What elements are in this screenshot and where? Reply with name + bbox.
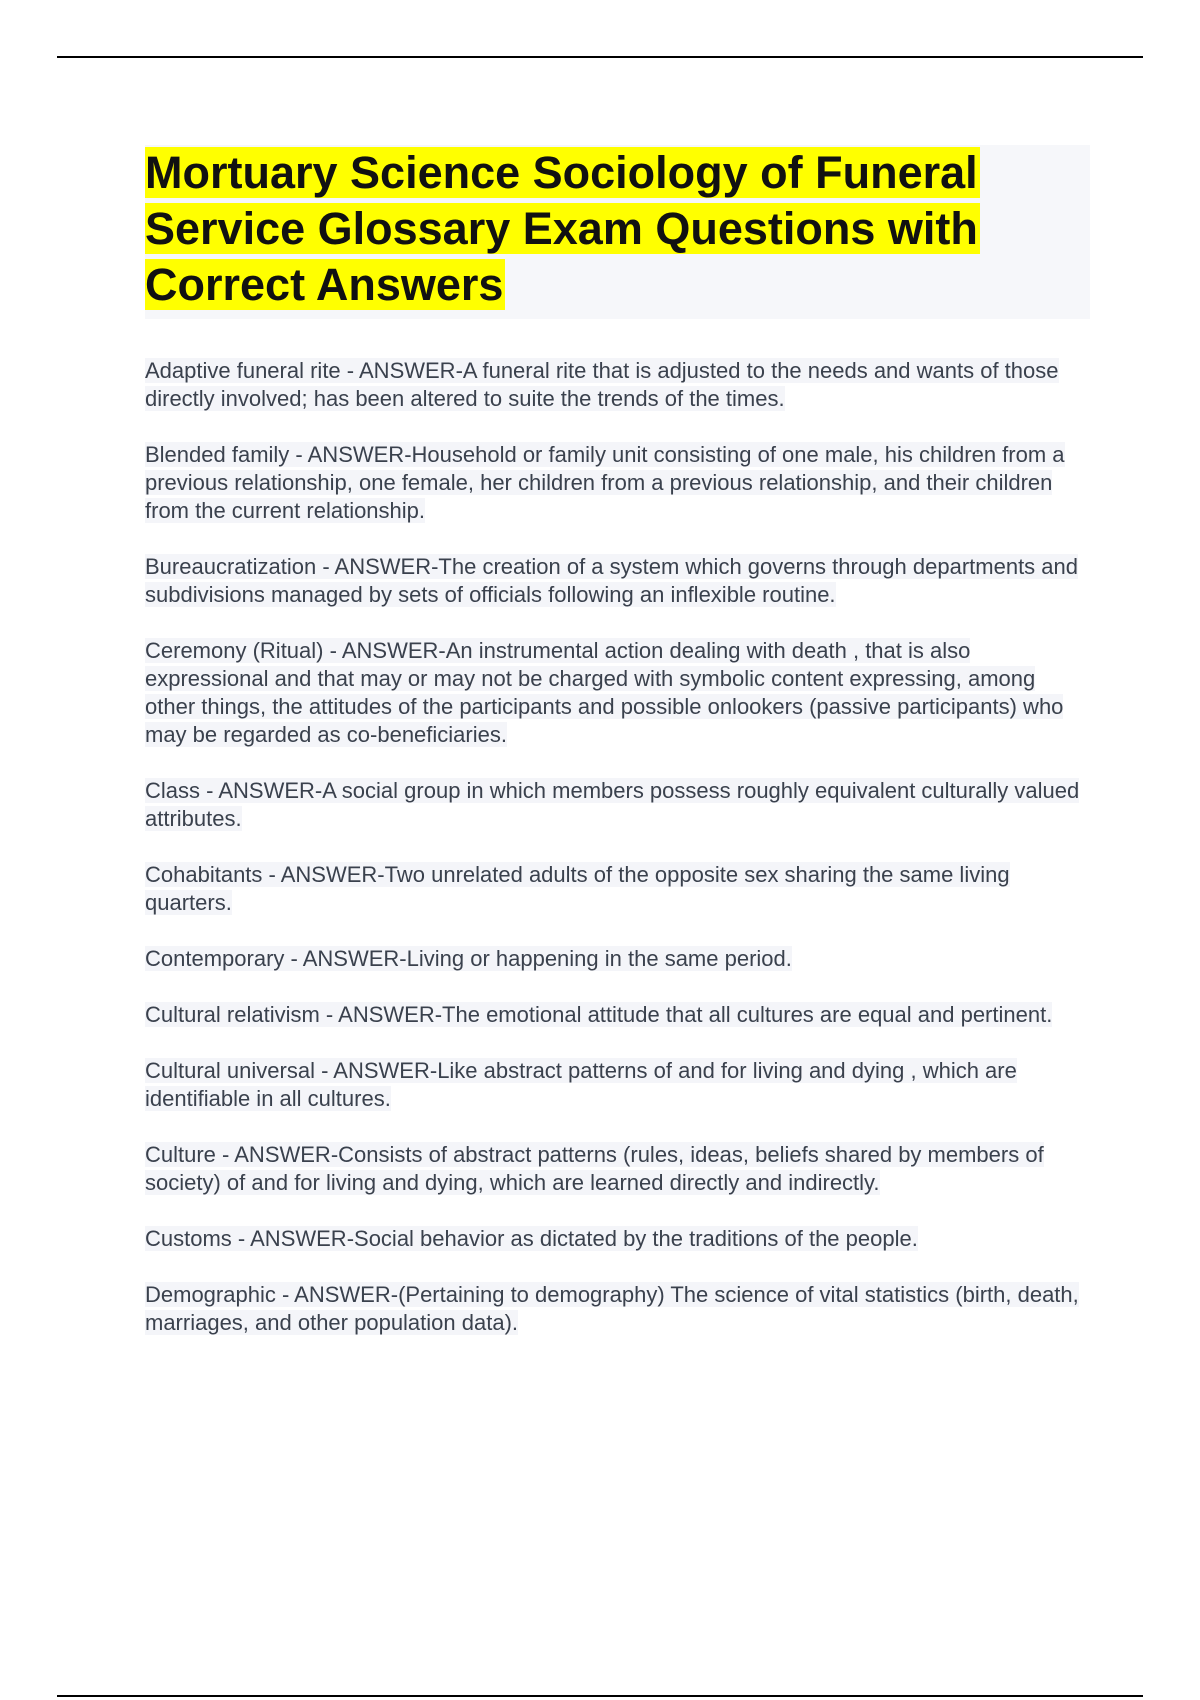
glossary-entry-text: Adaptive funeral rite - ANSWER-A funeral rite that is adjusted to the needs and wants of those directly involved; has been altered to suite the trends of the times.	[145, 358, 1059, 411]
glossary-entry-text: Blended family - ANSWER-Household or family unit consisting of one male, his children from a previous relationship, one female, her children from a previous relationship, and their children from the current relationship.	[145, 442, 1065, 523]
glossary-entry	[145, 1225, 1090, 1253]
glossary-entry	[145, 1141, 1090, 1197]
document-title	[145, 145, 1090, 313]
glossary-entry	[145, 861, 1090, 917]
document-title-text: Mortuary Science Sociology of Funeral Service Glossary Exam Questions with Correct Answers	[145, 147, 978, 310]
glossary-entry-text: Customs - ANSWER-Social behavior as dictated by the traditions of the people.	[145, 1226, 918, 1251]
glossary-entry	[145, 553, 1090, 609]
footer-rule	[57, 1695, 1143, 1697]
glossary-entry-text: Bureaucratization - ANSWER-The creation of a system which governs through departments and subdivisions managed by sets of officials following an inflexible routine.	[145, 554, 1079, 607]
glossary-entry-text: Class - ANSWER-A social group in which members possess roughly equivalent culturally valued attributes.	[145, 778, 1080, 831]
glossary-entry	[145, 1281, 1090, 1337]
glossary-entry	[145, 777, 1090, 833]
glossary-entry-text: Cultural universal - ANSWER-Like abstract patterns of and for living and dying , which are identifiable in all cultures.	[145, 1058, 1017, 1111]
glossary-entry	[145, 637, 1090, 749]
glossary-entry	[145, 441, 1090, 525]
glossary-entry	[145, 1057, 1090, 1113]
glossary-entry-text: Ceremony (Ritual) - ANSWER-An instrumental action dealing with death , that is also expressional and that may or may not be charged with symbolic content expressing, among other things, the attitudes of the participants and possible onlookers (passive participants) who may be regarded as co-beneficiaries.	[145, 638, 1064, 747]
glossary-entry-text: Contemporary - ANSWER-Living or happening in the same period.	[145, 946, 792, 971]
glossary-entry-text: Culture - ANSWER-Consists of abstract patterns (rules, ideas, beliefs shared by members of society) of and for living and dying, which are learned directly and indirectly.	[145, 1142, 1044, 1195]
glossary-entry	[145, 357, 1090, 413]
header-rule	[57, 56, 1143, 58]
glossary-entry	[145, 945, 1090, 973]
glossary-entry-text: Cultural relativism - ANSWER-The emotional attitude that all cultures are equal and pertinent.	[145, 1002, 1053, 1027]
glossary-entry	[145, 1001, 1090, 1029]
glossary-entry-text: Cohabitants - ANSWER-Two unrelated adults of the opposite sex sharing the same living quarters.	[145, 862, 1010, 915]
glossary-entry-text: Demographic - ANSWER-(Pertaining to demography) The science of vital statistics (birth, death, marriages, and other population data).	[145, 1282, 1079, 1335]
title-block	[145, 145, 1090, 319]
document-body	[145, 145, 1090, 1365]
